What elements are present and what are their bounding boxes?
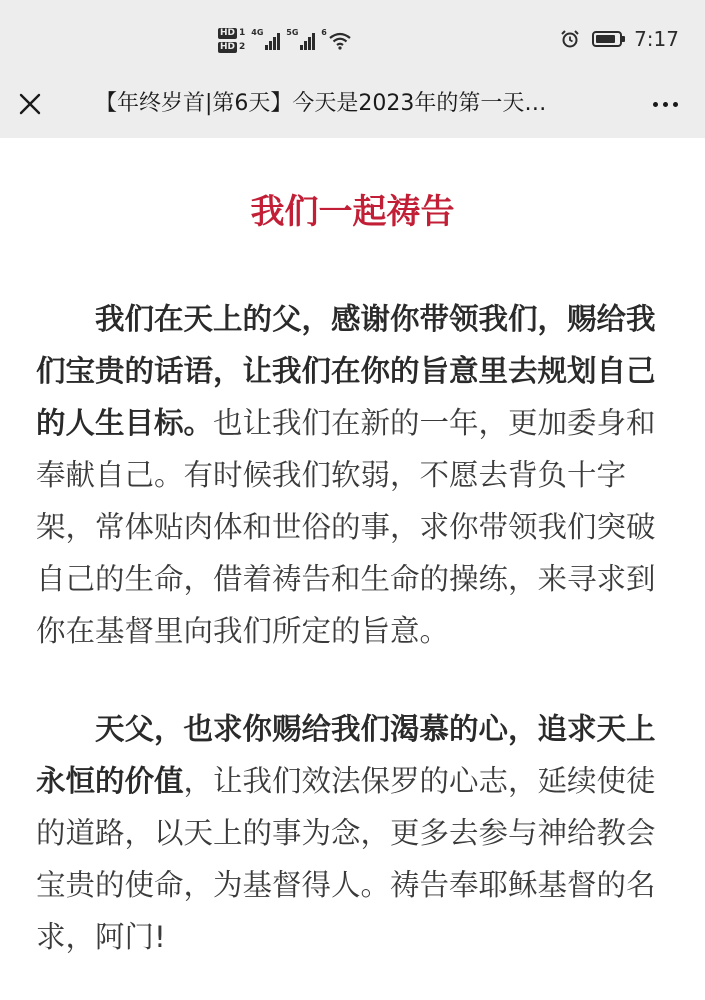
hd-indicators bbox=[218, 28, 245, 53]
more-options-button[interactable] bbox=[645, 90, 685, 118]
close-icon bbox=[18, 92, 42, 116]
article-heading: 我们一起祷告 bbox=[250, 192, 455, 232]
signal-tag: 5G bbox=[286, 28, 299, 37]
battery-fill bbox=[596, 35, 615, 43]
paragraph-bold-text: 天父，也求你赐给我们渴慕的心，追求天上永恒的价值 bbox=[36, 712, 656, 798]
wifi-icon bbox=[321, 30, 351, 50]
status-left bbox=[218, 20, 351, 60]
article-body bbox=[0, 138, 705, 1000]
hd-badge-2 bbox=[218, 42, 245, 53]
wifi-glyph bbox=[329, 32, 351, 50]
paragraph-bold-text: 我们在天上的父，感谢你带领我们，赐给我们宝贵的话语，让我们在你的旨意里去规划自己的人生目标。 bbox=[36, 302, 656, 440]
wifi-tag: 6 bbox=[321, 28, 327, 37]
hd-label: HD bbox=[220, 41, 236, 52]
signal-5g-icon bbox=[286, 30, 315, 50]
paragraph-text: ，让我们效法保罗的心志，延续使徒的道路，以天上的事为念，更多去参与神给教会宝贵的使命，为基督得人。祷告奉耶稣基督的名求，阿门! bbox=[36, 764, 656, 954]
hd-slot: 2 bbox=[239, 42, 246, 52]
hd-label: HD bbox=[220, 27, 236, 38]
page-title: 【年终岁首|第6天】今天是2023年的第一天… bbox=[95, 91, 547, 116]
prayer-paragraph-2 bbox=[36, 703, 676, 963]
more-dots-icon bbox=[653, 102, 658, 107]
alarm-icon bbox=[560, 29, 580, 49]
paragraph-text: 也让我们在新的一年，更加委身和奉献自己。有时候我们软弱，不愿去背负十字架，常体贴肉体和世俗的事，求你带领我们突破自己的生命，借着祷告和生命的操练，来寻求到你在基督里向我们所定的旨意。 bbox=[36, 406, 656, 648]
close-button[interactable] bbox=[14, 88, 46, 120]
signal-4g-icon bbox=[251, 30, 280, 50]
nav-bar bbox=[0, 70, 705, 138]
more-dots-icon bbox=[663, 102, 668, 107]
prayer-paragraph-1 bbox=[36, 293, 676, 657]
hd-slot: 1 bbox=[239, 28, 246, 38]
signal-tag: 4G bbox=[251, 28, 264, 37]
status-bar bbox=[0, 0, 705, 70]
hd-badge-1 bbox=[218, 28, 245, 39]
more-dots-icon bbox=[673, 102, 678, 107]
clock-time: 7:17 bbox=[634, 27, 679, 51]
battery-icon bbox=[592, 31, 622, 47]
status-right bbox=[560, 24, 679, 54]
